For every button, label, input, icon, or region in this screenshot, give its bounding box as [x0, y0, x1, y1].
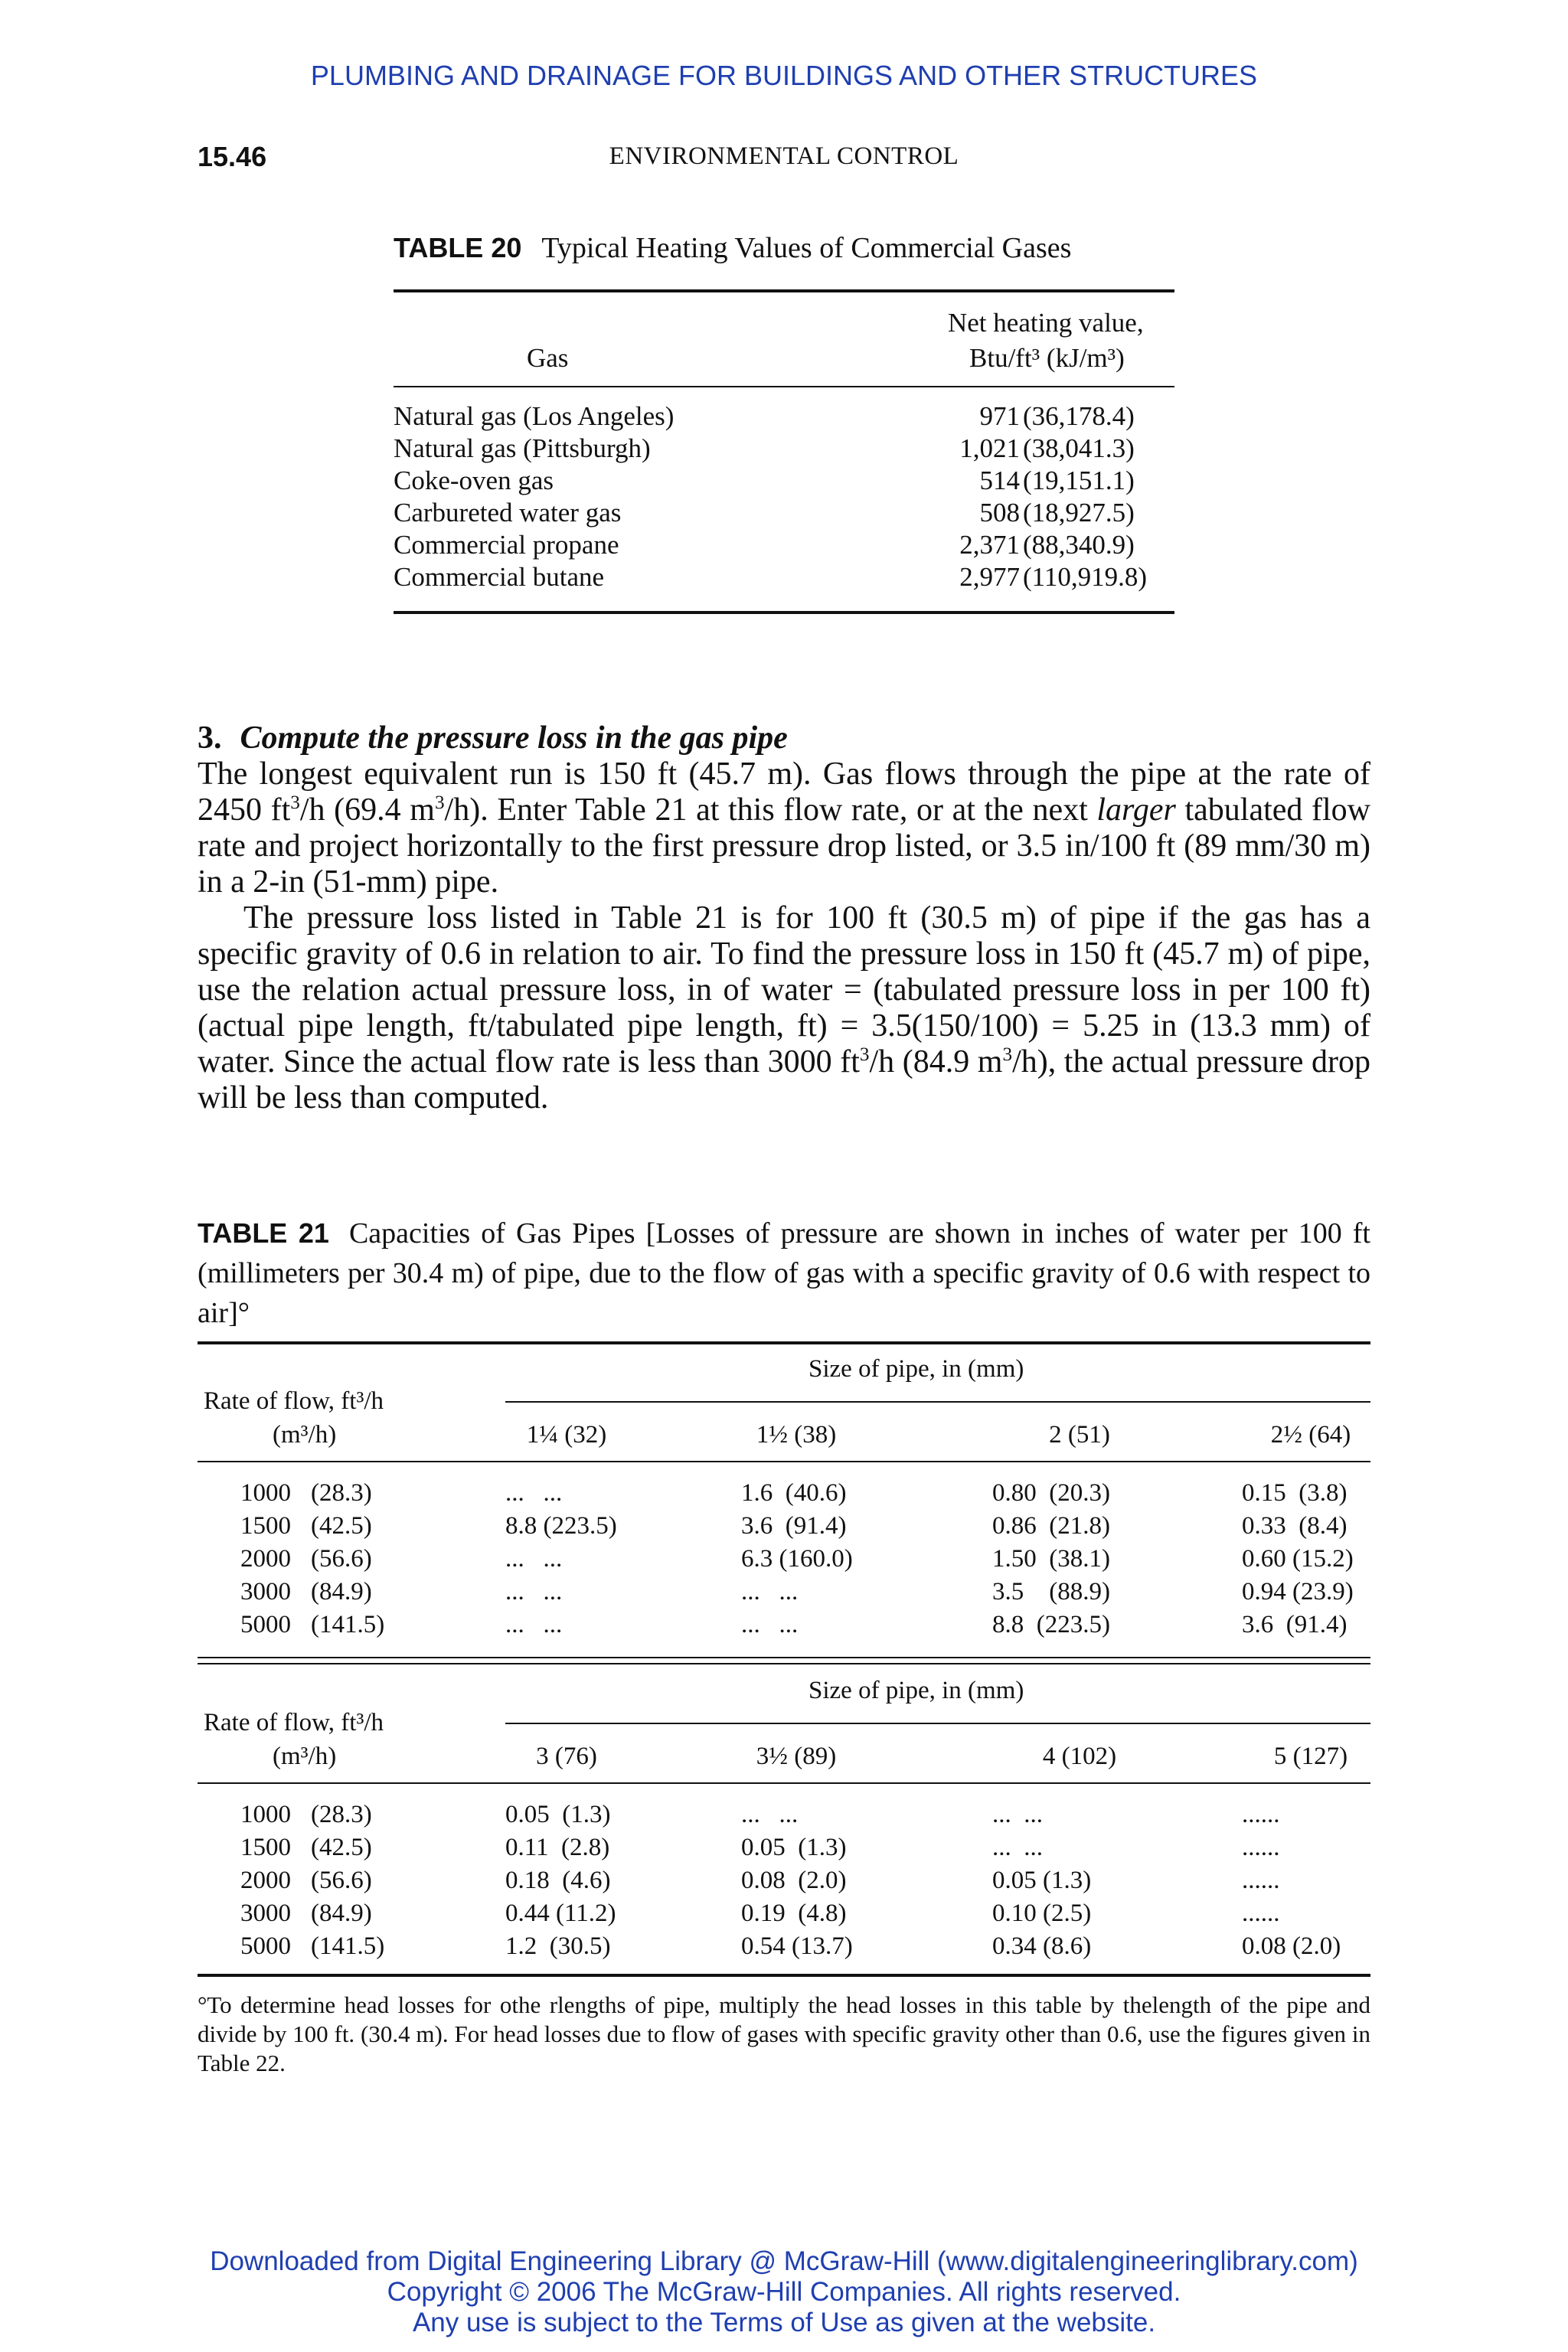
p1-text-b: /h (69.4 m: [299, 792, 435, 828]
footer-line-2: Copyright © 2006 The McGraw-Hill Companies. All rights reserved.: [387, 2277, 1181, 2307]
table20-bottom-rule: [394, 611, 1174, 614]
running-head: ENVIRONMENTAL CONTROL: [609, 142, 959, 170]
table21-lower-rate-ft: 3000: [240, 1900, 291, 1927]
step3-paragraph-2: [198, 900, 1370, 1116]
table21-lower-rate-m: (84.9): [311, 1900, 372, 1927]
p2-sup-1: 3: [859, 1044, 870, 1065]
header-banner: PLUMBING AND DRAINAGE FOR BUILDINGS AND OTHER STRUCTURES: [310, 60, 1258, 91]
table21-lower-cell: ... ...: [992, 1801, 1043, 1828]
table21-lower-cell: 0.05 (1.3): [505, 1801, 611, 1828]
page-number: 15.46: [198, 141, 267, 172]
table21-upper-rate-ft: 5000: [240, 1611, 291, 1638]
table20-row-btu: 508: [979, 498, 1020, 528]
table21-upper-cell: 1.50 (38.1): [992, 1545, 1110, 1573]
p2-text-c: /h), the actual pressure drop will be less than computed.: [198, 1044, 1370, 1116]
table21-lower-cell: 0.05 (1.3): [741, 1834, 847, 1861]
table21-lower-rate-ft: 2000: [240, 1867, 291, 1894]
p2-text-a: The pressure loss listed in Table 21 is for 100 ft (30.5 m) of pipe if the gas has a specific gravity of 0.6 in relation to air. To find the pressure loss in 150 ft (45.7 m) of pipe, use the relation actual pressure loss, in of water = (tabulated pressure loss in per 100 ft)(actual pipe length, ft/tabulated pipe length, ft) = 3.5(150/100) = 5.25 in (13.3 mm) of water. Since the actual flow rate is less than 3000 ft: [198, 900, 1370, 1080]
table21-lower-cell: ... ...: [741, 1801, 799, 1828]
table20-row-gas: Carbureted water gas: [394, 498, 622, 528]
table21-upper-cell: 0.60 (15.2): [1242, 1545, 1354, 1573]
table21-upper-col-head: 2½ (64): [1270, 1421, 1351, 1449]
table20-row-gas: Commercial butane: [394, 562, 605, 592]
table20-top-rule: [394, 289, 1174, 292]
table21-lower-cell: 0.19 (4.8): [741, 1900, 847, 1927]
table21-upper-cell: 3.5 (88.9): [992, 1578, 1110, 1606]
table21-upper-rate-m: (42.5): [311, 1512, 372, 1540]
table20-row-kj: (88,340.9): [1023, 530, 1135, 560]
table21-lower-size-underline: [505, 1723, 1370, 1724]
table20-title: Typical Heating Values of Commercial Gases: [541, 232, 1072, 264]
table20-row-kj: (18,927.5): [1023, 498, 1135, 528]
table21-upper-rate-m: (84.9): [311, 1578, 372, 1606]
table21-lower-cell: 0.05 (1.3): [992, 1867, 1092, 1894]
table21-lower-rate-ft: 1500: [240, 1834, 291, 1861]
p2-text-b: /h (84.9 m: [869, 1044, 1003, 1080]
table21-upper-cell: 0.15 (3.8): [1242, 1479, 1348, 1507]
table21-lower-rate-ft: 1000: [240, 1801, 291, 1828]
table21-lower-cell: 0.10 (2.5): [992, 1900, 1092, 1927]
table21-upper-rate-ft: 2000: [240, 1545, 291, 1573]
table21-upper-rate-m: (56.6): [311, 1545, 372, 1573]
table21-upper-col-head: 1¼ (32): [526, 1421, 607, 1449]
table21-lower-rate-m: (42.5): [311, 1834, 372, 1861]
table21-lower-cell: 0.54 (13.7): [741, 1932, 853, 1960]
table21-upper-cell: 3.6 (91.4): [741, 1512, 847, 1540]
table21-upper-cell: ... ...: [741, 1578, 799, 1606]
table21-lower-cell: ......: [1242, 1867, 1280, 1894]
table21-upper-cell: 6.3 (160.0): [741, 1545, 853, 1573]
step3-heading: [198, 720, 788, 756]
table21-upper-cell: ... ...: [505, 1545, 563, 1573]
table21-lower-cell: ......: [1242, 1801, 1280, 1828]
table21-upper-cell: ... ...: [741, 1611, 799, 1638]
table21-upper-cell: 0.33 (8.4): [1242, 1512, 1348, 1540]
table21-upper-cell: 8.8 (223.5): [505, 1512, 617, 1540]
table21-lower-cell: ......: [1242, 1900, 1280, 1927]
table20-row-gas: Commercial propane: [394, 530, 619, 560]
table20-row-gas: Natural gas (Pittsburgh): [394, 433, 651, 463]
p1-sup-1: 3: [290, 792, 300, 813]
table20-row-btu: 971: [979, 401, 1020, 431]
table21-mid-rule-2: [198, 1663, 1370, 1664]
table21-bottom-rule: [198, 1974, 1370, 1977]
table21-top-rule: [198, 1341, 1370, 1344]
table21-upper-head-rule: [198, 1461, 1370, 1462]
step3-paragraph-1: [198, 756, 1370, 900]
table21-upper-cell: ... ...: [505, 1611, 563, 1638]
table21-lower-size-head: Size of pipe, in (mm): [808, 1677, 1024, 1704]
table21-lower-col-head: 4 (102): [1042, 1743, 1117, 1770]
table21-upper-cell: 3.6 (91.4): [1242, 1611, 1348, 1638]
table20-col-value-line2: Btu/ft³ (kJ/m³): [969, 343, 1125, 373]
table21-upper-cell: ... ...: [505, 1479, 563, 1507]
p1-text-a: The longest equivalent run is 150 ft (45.7 m). Gas flows through the pipe at the rate of 2450 ft: [198, 756, 1370, 828]
table21-lower-col-head: 3 (76): [536, 1743, 597, 1770]
table21-lower-cell: ......: [1242, 1834, 1280, 1861]
table21-lower-rate-head-1: Rate of flow, ft³/h: [204, 1709, 384, 1736]
footer-line-3: Any use is subject to the Terms of Use as given at the website.: [412, 2308, 1156, 2337]
table21-footnote: °To determine head losses for othe rlengths of pipe, multiply the head losses in this table by thelength of the pipe and divide by 100 ft. (30.4 m). For head losses due to flow of gases with specific gravity other than 0.6, use the figures given in Table 22.: [198, 1991, 1370, 2076]
table20-col-gas: Gas: [527, 343, 569, 373]
table20-row-kj: (36,178.4): [1023, 401, 1135, 431]
step3-title: Compute the pressure loss in the gas pipe: [240, 720, 788, 756]
table21-mid-rule-1: [198, 1657, 1370, 1658]
table20-head-rule: [394, 386, 1174, 387]
table21-upper-rate-m: (141.5): [311, 1611, 385, 1638]
table21-upper-cell: 8.8 (223.5): [992, 1611, 1110, 1638]
table20-row-btu: 514: [979, 466, 1020, 495]
table21-lower-cell: 0.34 (8.6): [992, 1932, 1092, 1960]
table20-row-gas: Coke-oven gas: [394, 466, 554, 495]
table21-upper-rate-ft: 1500: [240, 1512, 291, 1540]
table21-lower-rate-m: (56.6): [311, 1867, 372, 1894]
table21-lower-cell: 0.11 (2.8): [505, 1834, 610, 1861]
table21-lower-cell: ... ...: [992, 1834, 1043, 1861]
table20-row-gas: Natural gas (Los Angeles): [394, 401, 675, 431]
table21-lower-rate-head-2: (m³/h): [273, 1743, 337, 1770]
table20-row-btu: 1,021: [959, 433, 1020, 463]
p2-sup-2: 3: [1002, 1044, 1013, 1065]
table20-caption: [394, 231, 1236, 265]
table21-upper-col-head: 2 (51): [1049, 1421, 1110, 1449]
table20-row-kj: (19,151.1): [1023, 466, 1135, 495]
table21-upper-cell: 0.94 (23.9): [1242, 1578, 1354, 1606]
p1-text-c: /h). Enter Table 21 at this flow rate, or at the next: [444, 792, 1097, 828]
table20-row-btu: 2,977: [959, 562, 1020, 592]
table21-upper-size-underline: [505, 1401, 1370, 1403]
table21-lower-rate-m: (28.3): [311, 1801, 372, 1828]
table20-row-kj: (110,919.8): [1023, 562, 1148, 592]
table21-upper-size-head: Size of pipe, in (mm): [808, 1355, 1024, 1383]
p1-text-d: tabulated flow rate and project horizontally to the first pressure drop listed, or 3.5 in/100 ft (89 mm/30 m) in a 2-in (51-mm) pipe.: [198, 792, 1371, 900]
step3-number: 3.: [198, 720, 222, 756]
table21-lower-cell: 1.2 (30.5): [505, 1932, 611, 1960]
table21-upper-rate-ft: 1000: [240, 1479, 291, 1507]
table20-label: TABLE 20: [394, 232, 522, 263]
table21-lower-cell: 0.08 (2.0): [741, 1867, 847, 1894]
table21-upper-rate-ft: 3000: [240, 1578, 291, 1606]
p1-italic: larger: [1096, 792, 1176, 828]
footer-line-1: Downloaded from Digital Engineering Library @ McGraw-Hill (www.digitalengineeringlibrary.com): [210, 2246, 1358, 2276]
table21-upper-rate-head-2: (m³/h): [273, 1421, 337, 1449]
table21-caption: [198, 1216, 1370, 1336]
table21-lower-rate-m: (141.5): [311, 1932, 385, 1960]
table21-upper-col-head: 1½ (38): [756, 1421, 837, 1449]
table21-lower-col-head: 5 (127): [1273, 1743, 1348, 1770]
table21-lower-rate-ft: 5000: [240, 1932, 291, 1960]
table20-row-btu: 2,371: [959, 530, 1020, 560]
table21-title: Capacities of Gas Pipes [Losses of pressure are shown in inches of water per 100 ft (millimeters per 30.4 m) of pipe, due to the flow of gas with a specific gravity of 0.6 with respect to air]°: [198, 1217, 1370, 1329]
table21-upper-rate-m: (28.3): [311, 1479, 372, 1507]
table21-upper-cell: 0.86 (21.8): [992, 1512, 1110, 1540]
table21-label: TABLE 21: [198, 1217, 329, 1249]
table21-upper-cell: 1.6 (40.6): [741, 1479, 847, 1507]
table21-lower-head-rule: [198, 1782, 1370, 1784]
table20-row-kj: (38,041.3): [1023, 433, 1135, 463]
table21-upper-rate-head-1: Rate of flow, ft³/h: [204, 1387, 384, 1415]
p1-sup-2: 3: [434, 792, 445, 813]
table20-col-value-line1: Net heating value,: [948, 308, 1144, 338]
table21-lower-cell: 0.08 (2.0): [1242, 1932, 1341, 1960]
table21-lower-cell: 0.18 (4.6): [505, 1867, 611, 1894]
table21-upper-cell: 0.80 (20.3): [992, 1479, 1110, 1507]
table21-lower-col-head: 3½ (89): [756, 1743, 837, 1770]
table21-upper-cell: ... ...: [505, 1578, 563, 1606]
table21-lower-cell: 0.44 (11.2): [505, 1900, 616, 1927]
